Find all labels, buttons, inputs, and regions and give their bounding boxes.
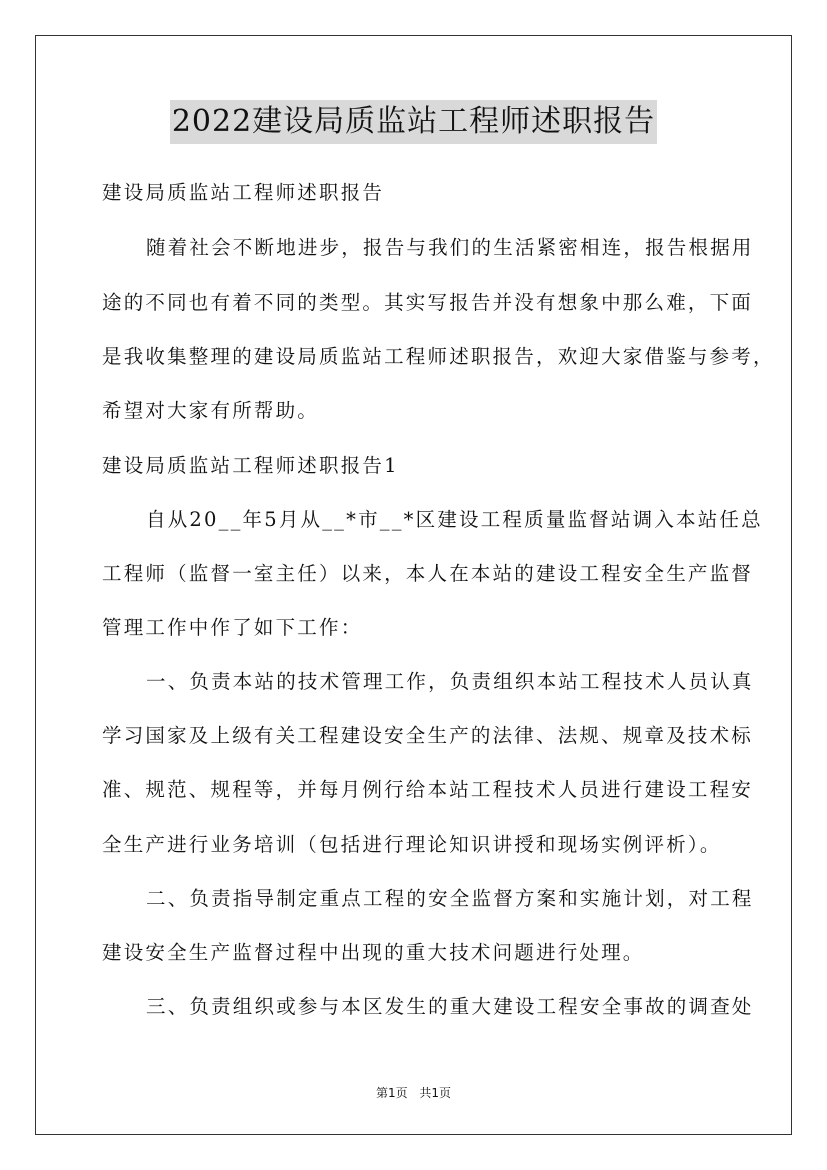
paragraph-line: 二、负责指导制定重点工程的安全监督方案和实施计划，对工程 [146, 887, 754, 910]
title-container [0, 100, 827, 144]
paragraph-line: 全生产进行业务培训（包括进行理论知识讲授和现场实例评析）。 [102, 833, 722, 856]
paragraph-line: 自从20__年5月从__*市__*区建设工程质量监督站调入本站任总 [146, 508, 763, 531]
subtitle: 建设局质监站工程师述职报告 [102, 181, 385, 204]
page-total: 共1页 [419, 1086, 452, 1100]
paragraph-line: 建设安全生产监督过程中出现的重大技术问题进行处理。 [102, 941, 645, 964]
page-number: 第1页 [375, 1086, 408, 1100]
paragraph-line: 希望对大家有所帮助。 [102, 399, 320, 422]
paragraph-line: 随着社会不断地进步，报告与我们的生活紧密相连，报告根据用 [146, 236, 754, 259]
paragraph-line: 管理工作中作了如下工作： [102, 616, 363, 639]
paragraph-line: 一、负责本站的技术管理工作，负责组织本站工程技术人员认真 [146, 670, 754, 693]
paragraph-line: 学习国家及上级有关工程建设安全生产的法律、法规、规章及技术标 [102, 724, 754, 747]
document-title: 2022建设局质监站工程师述职报告 [170, 100, 657, 144]
section-heading: 建设局质监站工程师述职报告1 [102, 454, 399, 477]
paragraph-line: 是我收集整理的建设局质监站工程师述职报告，欢迎大家借鉴与参考， [102, 345, 775, 368]
paragraph-line: 准、规范、规程等，并每月例行给本站工程技术人员进行建设工程安 [102, 778, 754, 801]
page-footer [0, 1084, 827, 1101]
paragraph-line: 途的不同也有着不同的类型。其实写报告并没有想象中那么难，下面 [102, 291, 754, 314]
paragraph-line: 三、负责组织或参与本区发生的重大建设工程安全事故的调查处 [146, 995, 754, 1018]
paragraph-line: 工程师（监督一室主任）以来，本人在本站的建设工程安全生产监督 [102, 562, 754, 585]
